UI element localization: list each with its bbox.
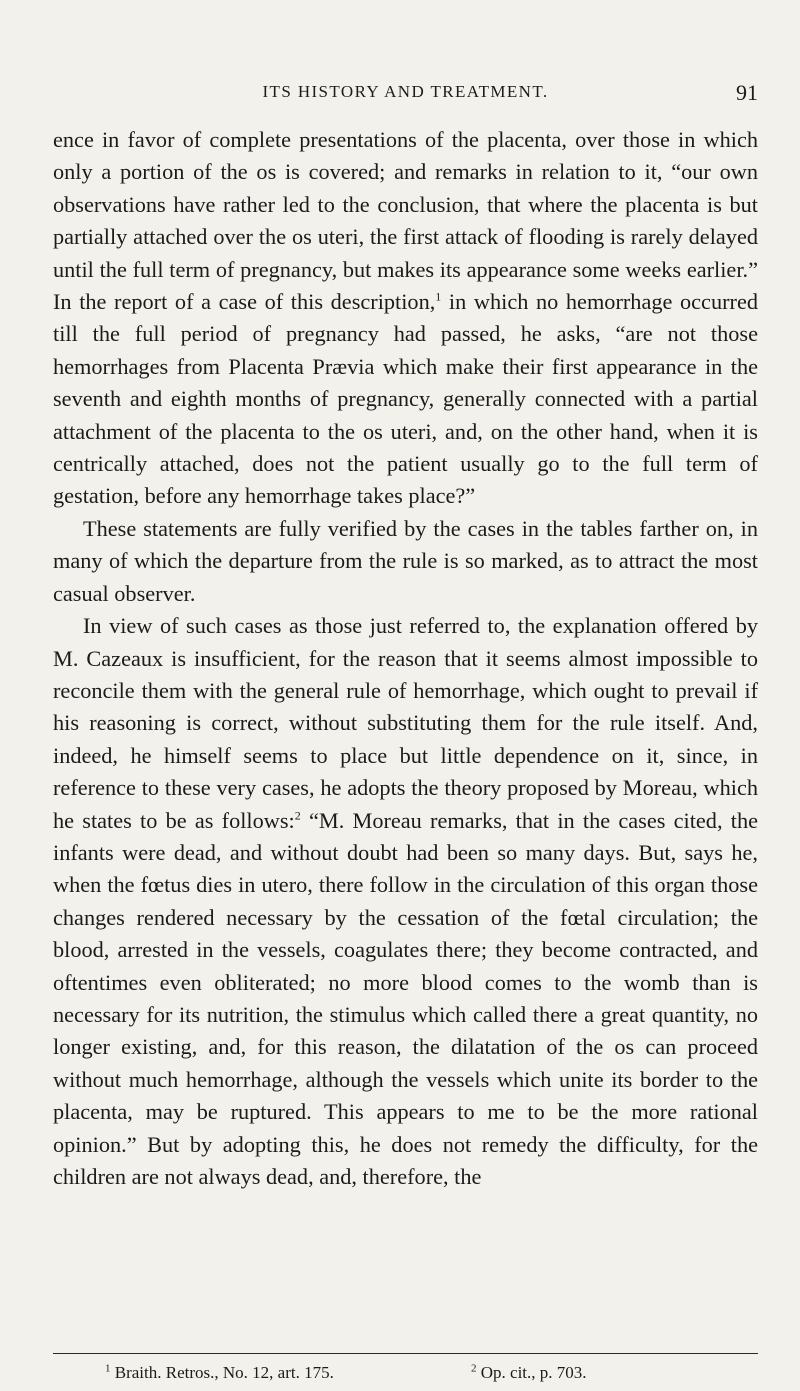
paragraph-3-text-a: In view of such cases as those just referred to, the explanation offered by M. Cazeaux is insufficient, for the reason that it seems almost impossible to reconcile them with the general rule of hemorrhage, which ought to prevail if his reasoning is correct, without substituting them for the rule itself. And, indeed, he himself seems to place but little dependence on it, since, in reference to these very cases, he adopts the theory proposed by Moreau, which he states to be as follows: (53, 613, 758, 833)
paragraph-3-text-b: “M. Moreau remarks, that in the cases cited, the infants were dead, and without doubt had been so many days. But, says he, when the fœtus dies in utero, there follow in the circulation of this organ those changes rendered necessary by the cessation of the fœtal circulation; the blood, arrested in the vessels, coagulates there; they become contracted, and oftentimes even obliterated; no more blood comes to the womb than is necessary for its nutrition, the stimulus which called there a great quantity, no longer existing, and, for this reason, the dilatation of the os can proceed without much hemorrhage, although the vessels which unite its border to the placenta, may be ruptured. This appears to me to be the more rational opinion.” But by adopting this, he does not remedy the difficulty, for the children are not always dead, and, therefore, the (53, 807, 758, 1189)
footnote-ref-2: 2 (294, 808, 301, 823)
footnote-2 (471, 1363, 587, 1383)
footnote-rule (53, 1353, 758, 1354)
footnote-2-mark: 2 (471, 1362, 477, 1375)
footnote-2-text: Op. cit., p. 703. (476, 1363, 587, 1382)
running-title: ITS HISTORY AND TREATMENT. (262, 82, 549, 101)
paragraph-2: These statements are fully verified by the cases in the tables farther on, in many of which the departure from the rule is so marked, as to attract the most casual observer. (53, 515, 758, 606)
footnote-1-mark: 1 (105, 1362, 111, 1375)
running-head (53, 80, 758, 106)
footnote-1 (105, 1363, 334, 1383)
footnote-ref-1: 1 (435, 289, 442, 304)
page-number: 91 (736, 80, 758, 105)
footnote-1-text: Braith. Retros., No. 12, art. 175. (110, 1363, 334, 1382)
paragraph-3 (53, 610, 758, 1193)
paragraph-1 (53, 124, 758, 513)
paragraph-1-text-b: in which no hemorrhage occurred till the full period of pregnancy had passed, he asks, “are not those hemorrhages from Placenta Prævia which make their first appearance in the seventh and eighth months of pregnancy, generally connected with a partial attachment of the placenta to the os uteri, and, on the other hand, when it is centrically attached, does not the patient usually go to the full term of gestation, before any hemorrhage takes place?” (53, 289, 758, 509)
paragraph-1-text-a: ence in favor of complete presentations of the placenta, over those in which only a portion of the os is covered; and remarks in relation to it, “our own observations have rather led to the conclusion, that where the placenta is but partially attached over the os uteri, the first attack of flooding is rarely delayed until the full term of pregnancy, but makes its appearance some weeks earlier.” In the report of a case of this description, (53, 127, 758, 315)
body-text (53, 124, 758, 1193)
